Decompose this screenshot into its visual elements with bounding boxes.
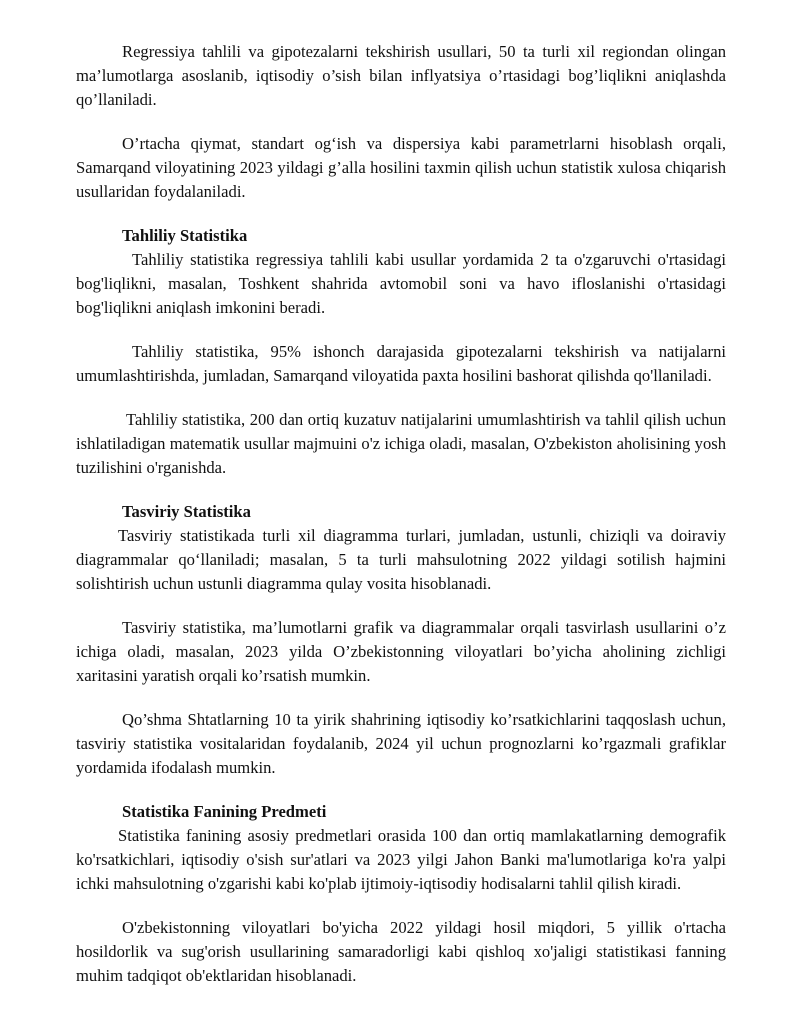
paragraph-subject-1: Statistika fanining asosiy predmetlari orasida 100 dan ortiq mamlakatlarning demografik ko'rsatkichlari, iqtisodiy o'sish sur'atlari va 2023 yilgi Jahon Banki ma'lumotlariga ko'ra yalpi ichki mahsulotning o'zgarishi kabi ko'plab ijtimoiy-iqtisodiy hodisalarni tahlil qilish kiradi. <box>76 826 726 893</box>
document-page <box>76 40 726 988</box>
paragraph-descriptive-3: Qo’shma Shtatlarning 10 ta yirik shahrining iqtisodiy ko’rsatkichlarini taqqoslash uchun, tasviriy statistika vositalaridan foydalanib, 2024 yil uchun prognozlarni ko’rgazmali grafiklar yordamida ifodalash mumkin. <box>76 710 726 777</box>
paragraph-descriptive-2: Tasviriy statistika, ma’lumotlarni grafik va diagrammalar orqali tasvirlash usullarini o’z ichiga oladi, masalan, 2023 yilda O’zbekistonning viloyatlari bo’yicha aholining zichligi xaritasini yaratish orqali ko’rsatish mumkin. <box>76 618 726 685</box>
heading-statistika-fanining-predmeti: Statistika Fanining Predmeti <box>122 802 327 821</box>
paragraph-statistical-inference: O’rtacha qiymat, standart og‘ish va dispersiya kabi parametrlarni hisoblash orqali, Samarqand viloyatining 2023 yildagi g’alla hosilini taxmin qilish uchun statistik xulosa chiqarish usullaridan foydalaniladi. <box>76 134 726 201</box>
paragraph-regression-methods: Regressiya tahlili va gipotezalarni tekshirish usullari, 50 ta turli xil regiondan olingan ma’lumotlarga asoslanib, iqtisodiy o’sish bilan inflyatsiya o’rtasidagi bog’liqlikni aniqlashda qo’llaniladi. <box>76 42 726 109</box>
paragraph-analytical-2: Tahliliy statistika, 95% ishonch darajasida gipotezalarni tekshirish va natijalarni umumlashtirishda, jumladan, Samarqand viloyatida paxta hosilini bashorat qilishda qo'llaniladi. <box>76 342 726 385</box>
heading-tasviriy-statistika: Tasviriy Statistika <box>122 502 251 521</box>
paragraph-subject-2: O'zbekistonning viloyatlari bo'yicha 2022 yildagi hosil miqdori, 5 yillik o'rtacha hosildorlik va sug'orish usullarining samaradorligi kabi qishloq xo'jaligi statistikasi fanning muhim tadqiqot ob'ektlaridan hisoblanadi. <box>76 918 726 985</box>
paragraph-analytical-1: Tahliliy statistika regressiya tahlili kabi usullar yordamida 2 ta o'zgaruvchi o'rtasidagi bog'liqlikni, masalan, Toshkent shahrida avtomobil soni va havo ifloslanishi o'rtasidagi bog'liqlikni aniqlash imkonini beradi. <box>76 250 726 317</box>
paragraph-descriptive-1: Tasviriy statistikada turli xil diagramma turlari, jumladan, ustunli, chiziqli va doiraviy diagrammalar qo‘llaniladi; masalan, 5 ta turli mahsulotning 2022 yildagi sotilish hajmini solishtirish uchun ustunli diagramma qulay vosita hisoblanadi. <box>76 526 726 593</box>
heading-tahliliy-statistika: Tahliliy Statistika <box>122 226 248 245</box>
paragraph-analytical-3: Tahliliy statistika, 200 dan ortiq kuzatuv natijalarini umumlashtirish va tahlil qilish uchun ishlatiladigan matematik usullar majmuini o'z ichiga oladi, masalan, O'zbekiston aholisining yosh tuzilishini o'rganishda. <box>76 410 726 477</box>
